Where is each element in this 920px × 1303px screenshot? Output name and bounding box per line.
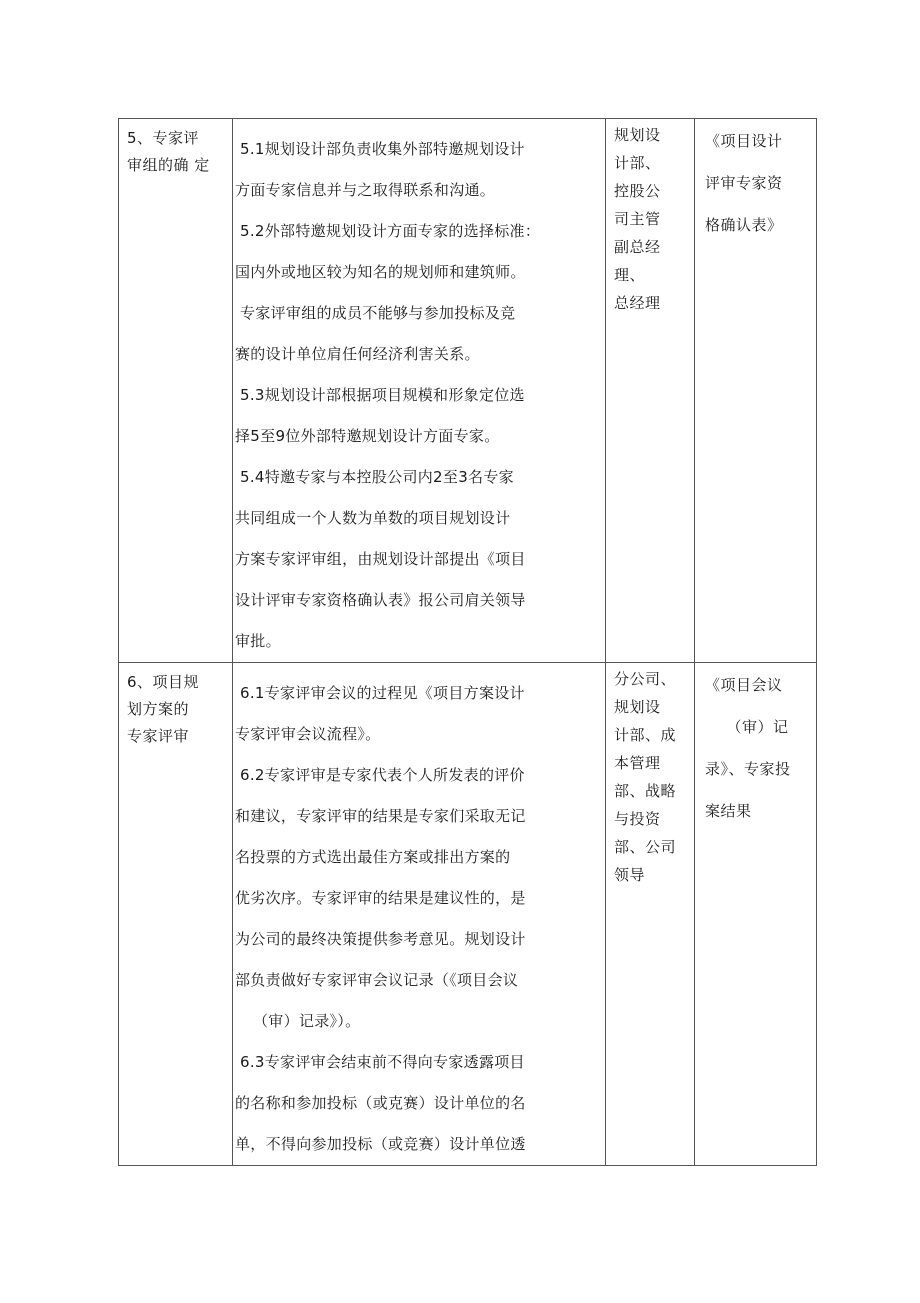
- content-line: 的名称和参加投标（或克赛）设计单位的名: [235, 1094, 526, 1112]
- records-lines: [695, 663, 816, 832]
- content-cell: [233, 663, 606, 1166]
- content-line: （审）记录》）。: [253, 1012, 361, 1030]
- stage-cell: [119, 663, 233, 1166]
- records-line: （审）记: [726, 718, 789, 736]
- responsible-line: 领导: [614, 866, 646, 884]
- content-line: 单，不得向参加投标（或竞赛）设计单位透: [235, 1135, 526, 1153]
- responsible-line: 部、战略: [614, 782, 677, 800]
- responsible-line: 规划设: [614, 698, 661, 716]
- records-line: 《项目会议: [705, 676, 783, 694]
- stage-cell: [119, 119, 233, 663]
- content-line: 共同组成一个人数为单数的项目规划设计: [235, 509, 511, 527]
- stage-line: 审组的确 定: [127, 156, 210, 174]
- responsible-lines: [606, 663, 694, 889]
- responsible-line: 计部、成: [614, 726, 677, 744]
- content-line: 6.2专家评审是专家代表个人所发表的评价: [240, 766, 525, 784]
- stage-line: 5、专家评: [127, 129, 200, 147]
- content-line: 优劣次序。专家评审的结果是建议性的，是: [235, 889, 526, 907]
- records-line: 评审专家资: [705, 174, 783, 192]
- process-table: [118, 118, 817, 1166]
- content-line: 6.1专家评审会议的过程见《项目方案设计: [240, 684, 525, 702]
- responsible-cell: [606, 663, 695, 1166]
- responsible-line: 控股公: [614, 182, 661, 200]
- records-line: 《项目设计: [705, 132, 783, 150]
- content-line: 部负责做好专家评审会议记录（《项目会议: [235, 971, 519, 989]
- stage-line: 划方案的: [127, 700, 190, 718]
- responsible-line: 计部、: [614, 154, 661, 172]
- records-line: 录》、专家投: [705, 760, 791, 778]
- content-line: 择5至9位外部特邀规划设计方面专家。: [235, 427, 500, 445]
- content-line: 方案专家评审组，由规划设计部提出《项目: [235, 550, 526, 568]
- responsible-line: 分公司、: [614, 670, 677, 688]
- content-line: 名投票的方式选出最佳方案或排出方案的: [235, 848, 511, 866]
- responsible-line: 总经理: [614, 294, 661, 312]
- responsible-line: 理、: [614, 266, 646, 284]
- content-line: 5.4特邀专家与本控股公司内2至3名专家: [240, 468, 514, 486]
- responsible-line: 规划设: [614, 126, 661, 144]
- responsible-line: 部、公司: [614, 838, 677, 856]
- records-lines: [695, 119, 816, 246]
- content-cell: [233, 119, 606, 663]
- content-line: 5.2外部特邀规划设计方面专家的选择标准：: [240, 222, 541, 240]
- content-line: 赛的设计单位肩任何经济利害关系。: [235, 345, 480, 363]
- responsible-lines: [606, 119, 694, 317]
- responsible-line: 副总经: [614, 238, 661, 256]
- content-line: 设计评审专家资格确认表》报公司肩关领导: [235, 591, 526, 609]
- content-paragraphs: [233, 119, 605, 662]
- content-line: 专家评审组的成员不能够与参加投标及竞: [240, 304, 516, 322]
- content-line: 国内外或地区较为知名的规划师和建筑师。: [235, 263, 526, 281]
- table-row: [119, 663, 817, 1166]
- responsible-line: 本管理: [614, 754, 661, 772]
- records-line: 案结果: [705, 802, 752, 820]
- content-line: 专家评审会议流程》。: [235, 725, 381, 743]
- content-line: 6.3专家评审会结束前不得向专家透露项目: [240, 1053, 525, 1071]
- content-line: 方面专家信息并与之取得联系和沟通。: [235, 181, 496, 199]
- stage-line: 6、项目规: [127, 673, 200, 691]
- content-line: 为公司的最终决策提供参考意见。规划设计: [235, 930, 526, 948]
- table-row: [119, 119, 817, 663]
- records-cell: [695, 663, 817, 1166]
- responsible-cell: [606, 119, 695, 663]
- content-line: 审批。: [235, 632, 281, 650]
- records-line: 格确认表》: [705, 216, 783, 234]
- responsible-line: 司主管: [614, 210, 661, 228]
- stage-line: 专家评审: [127, 727, 190, 745]
- content-line: 和建议，专家评审的结果是专家们采取无记: [235, 807, 526, 825]
- content-line: 5.1规划设计部负责收集外部特邀规划设计: [240, 140, 525, 158]
- records-cell: [695, 119, 817, 663]
- responsible-line: 与投资: [614, 810, 661, 828]
- content-line: 5.3规划设计部根据项目规模和形象定位选: [240, 386, 525, 404]
- content-paragraphs: [233, 663, 605, 1165]
